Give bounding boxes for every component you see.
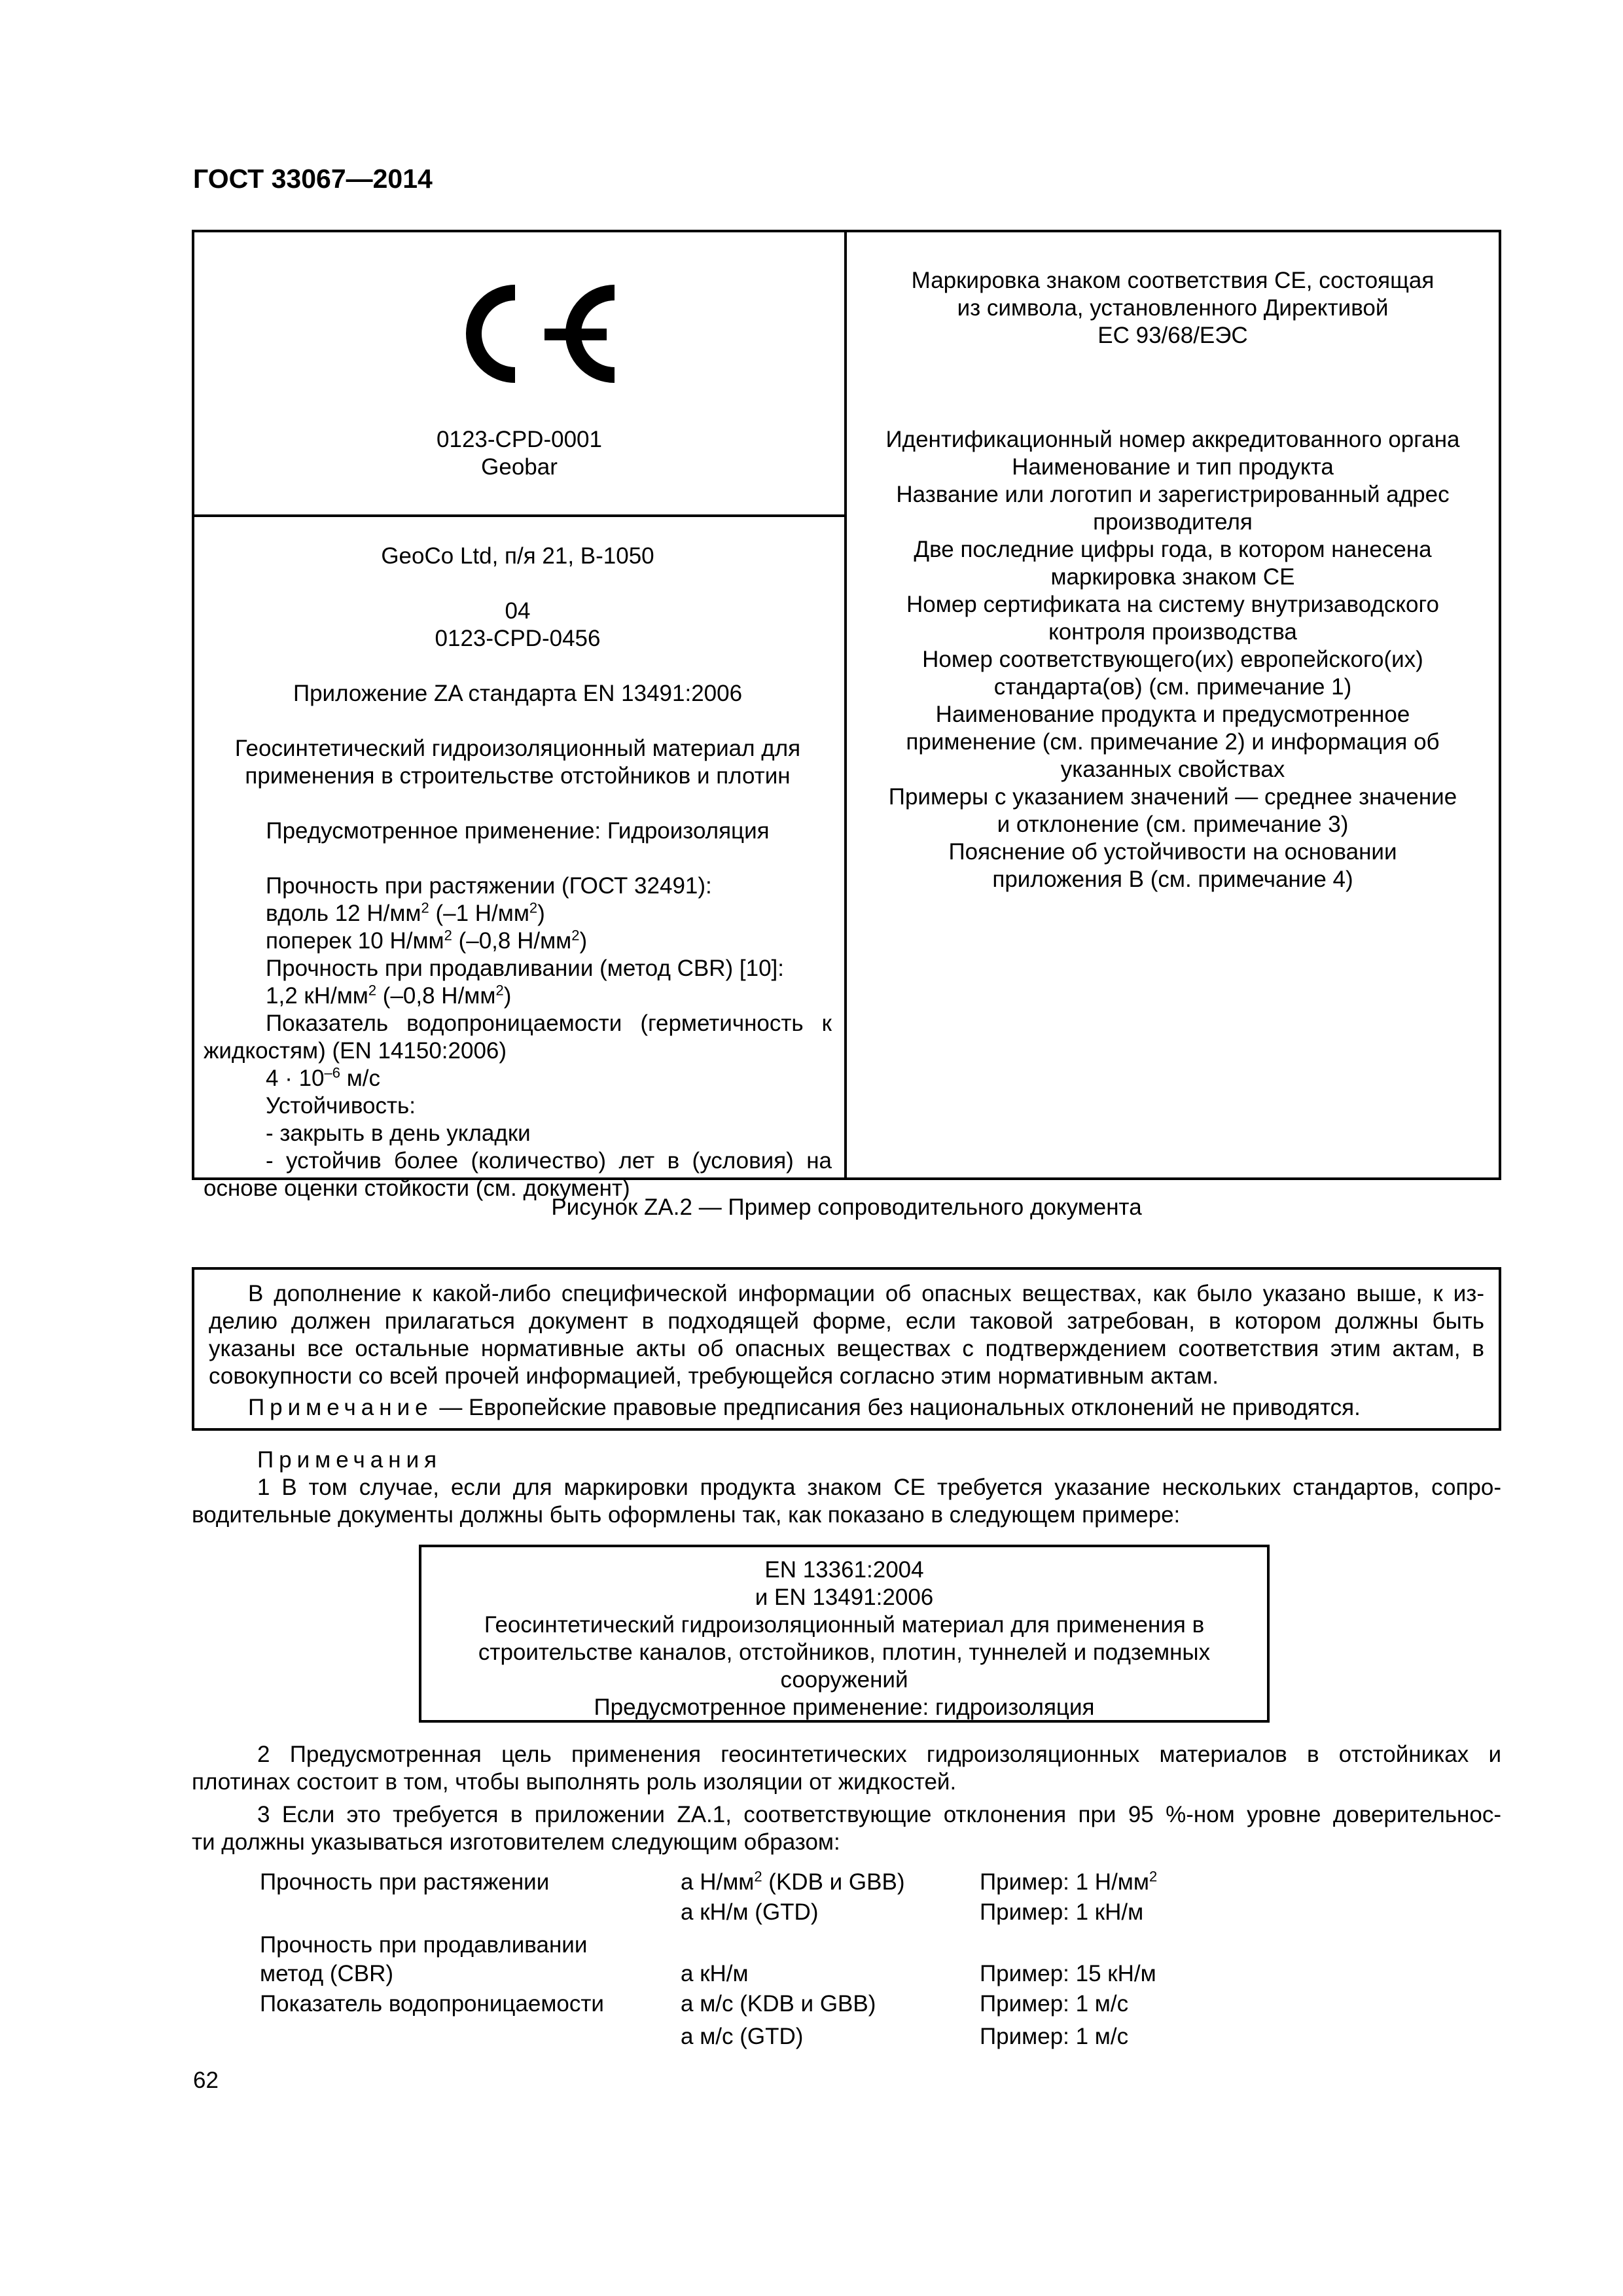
table-cell: a м/с (GTD) — [681, 2024, 804, 2049]
list-item: стандарта(ов) (см. примечание 1) — [993, 674, 1352, 700]
table-cell: Пример: 1 м/с — [980, 2024, 1129, 2049]
table-cell: Прочность при растяжении — [260, 1869, 550, 1895]
list-item: и отклонение (см. примечание 3) — [997, 812, 1349, 837]
description-line: из символа, установленного Директивой — [957, 295, 1389, 321]
multi-standard-example-box — [419, 1545, 1270, 1723]
list-item: Две последние цифры года, в котором нанесена — [914, 537, 1432, 562]
intended-use: Предусмотренное применение: Гидроизоляция — [266, 818, 770, 844]
notes-continued — [192, 1741, 1501, 1856]
tensile-strength-heading: Прочность при растяжении (ГОСТ 32491): — [266, 873, 712, 899]
table-cell: метод (CBR) — [260, 1961, 394, 1986]
note-3-line: 3 Если это требуется в приложении ZA.1, соответствующие отклонения при 95 %-ном уровне доверительнос- — [257, 1802, 1501, 1827]
product-description-line: применения в строительстве отстойников и плотин — [245, 763, 791, 789]
list-item: контроля производства — [1048, 619, 1297, 645]
list-item: Пояснение об устойчивости на основании — [948, 839, 1397, 865]
list-item: Наименование и тип продукта — [1012, 454, 1334, 480]
table-cell: Пример: 1 $Н/мм^2$ — [980, 1868, 1158, 1895]
notes-heading: Примечания — [257, 1447, 442, 1473]
figure-caption: Рисунок ZA.2 — Пример сопроводительного документа — [551, 1194, 1142, 1220]
table-cell: a кН/м — [681, 1961, 749, 1986]
example-line: и EN 13491:2006 — [755, 1585, 934, 1610]
ce-marking-description — [847, 267, 1499, 350]
description-line: ЕС 93/68/ЕЭС — [1097, 323, 1248, 348]
box-text-line: делию должен прилагаться документ в подходящей форме, если таковой затребован, в котором должны быть — [209, 1308, 1484, 1334]
notified-body-number: 0123-CPD-0001 — [437, 427, 602, 452]
notes-section — [192, 1446, 1501, 1529]
note-2-line: плотинах состоит в том, чтобы выполнять роль изоляции от жидкостей. — [192, 1769, 957, 1795]
box-note — [209, 1394, 1484, 1422]
certificate-number: 0123-CPD-0456 — [435, 626, 601, 651]
table-cell: a м/с (KDB и GBB) — [681, 1991, 876, 2017]
table-cell: Пример: 1 кН/м — [980, 1899, 1144, 1925]
product-info-block — [204, 543, 832, 1202]
manufacturer-address: GeoCo Ltd, п/я 21, B-1050 — [381, 543, 654, 569]
example-line: Геосинтетический гидроизоляционный материал для применения в — [484, 1612, 1205, 1638]
example-line: Предусмотренное применение: гидроизоляция — [594, 1695, 1095, 1720]
permeability-line: жидкостям) (EN 14150:2006) — [204, 1038, 507, 1064]
hazardous-substances-box — [192, 1267, 1501, 1431]
marking-year: 04 — [505, 598, 531, 624]
accompanying-document-figure — [192, 230, 1501, 1201]
tensile-across: поперек 10 $Н/мм^2$ (–0,8 $Н/мм^2$) — [266, 927, 588, 954]
list-item: Наименование продукта и предусмотренное — [935, 702, 1410, 727]
table-cell: a $Н/мм^2$ (KDB и GBB) — [681, 1868, 905, 1895]
list-item: Идентификационный номер аккредитованного органа — [885, 427, 1460, 452]
note-3-line: ти должны указываться изготовителем следующим образом: — [192, 1829, 840, 1855]
box-text-line: указаны все остальные нормативные акты об опасных веществах с подтверждением соответствия этим актам, в — [209, 1336, 1484, 1361]
list-item: Номер соответствующего(их) европейского(их) — [922, 647, 1423, 672]
list-item: применение (см. примечание 2) и информация об — [906, 729, 1440, 755]
note-1-line: водительные документы должны быть оформлены так, как показано в следующем примере: — [192, 1502, 1181, 1528]
note-2-line: 2 Предусмотренная цель применения геосинтетических гидроизоляционных материалов в отстойниках и — [257, 1742, 1501, 1767]
table-cell: Пример: 1 м/с — [980, 1991, 1129, 2017]
example-line: EN 13361:2004 — [764, 1557, 924, 1583]
note-text: — Европейские правовые предписания без национальных отклонений не приводятся. — [433, 1395, 1361, 1420]
list-item: приложения В (см. примечание 4) — [992, 867, 1353, 892]
page-number: 62 — [193, 2068, 219, 2093]
puncture-heading: Прочность при продавливании (метод CBR) [10]: — [266, 956, 784, 981]
table-cell: Показатель водопроницаемости — [260, 1991, 604, 2017]
deviation-table — [0, 1869, 1623, 2058]
permeability-value: $4 \cdot 10^{-6}$ м/с — [266, 1064, 380, 1091]
ce-mark-logo — [437, 278, 633, 389]
standard-reference: Приложение ZA стандарта EN 13491:2006 — [293, 681, 743, 706]
tensile-along: вдоль 12 $Н/мм^2$ (–1 $Н/мм^2$) — [266, 899, 545, 926]
row-divider — [194, 514, 847, 517]
note-1-line: 1 В том случае, если для маркировки продукта знаком СЕ требуется указание нескольких стандартов, сопро- — [257, 1475, 1501, 1500]
list-item: указанных свойствах — [1060, 757, 1285, 782]
puncture-value: 1,2 $кН/мм^2$ (–0,8 $Н/мм^2$) — [266, 982, 512, 1009]
durability-item: - закрыть в день укладки — [266, 1121, 531, 1146]
table-cell: Прочность при продавливании — [260, 1932, 588, 1958]
list-item: маркировка знаком СЕ — [1050, 564, 1295, 590]
description-line: Маркировка знаком соответствия СЕ, состоящая — [911, 268, 1435, 293]
notified-body-ids — [194, 426, 844, 481]
box-text-line: совокупности со всей прочей информацией, требующейся согласно этим нормативным актам. — [209, 1363, 1219, 1389]
list-item: Номер сертификата на систему внутризаводского — [906, 592, 1439, 617]
durability-item: основе оценки стойкости (см. документ) — [204, 1175, 630, 1201]
list-item: производителя — [1093, 509, 1253, 535]
durability-heading: Устойчивость: — [266, 1093, 416, 1119]
list-item: Название или логотип и зарегистрированный адрес — [896, 482, 1450, 507]
table-cell: a кН/м (GTD) — [681, 1899, 819, 1925]
example-line: сооружений — [780, 1667, 908, 1693]
list-item: Примеры с указанием значений — среднее значение — [888, 784, 1457, 810]
table-cell: Пример: 15 кН/м — [980, 1961, 1156, 1986]
example-line: строительстве каналов, отстойников, плотин, туннелей и подземных — [478, 1640, 1211, 1665]
note-label: Примечание — [248, 1395, 433, 1420]
permeability-line: Показатель водопроницаемости (герметичность к — [266, 1011, 832, 1036]
field-explanations-list — [847, 426, 1499, 893]
box-text-line: В дополнение к какой-либо специфической информации об опасных веществах, как было указано выше, к из- — [248, 1281, 1484, 1306]
durability-item: - устойчив более (количество) лет в (условия) на — [266, 1148, 832, 1174]
product-name: Geobar — [481, 454, 558, 480]
product-description-line: Геосинтетический гидроизоляционный материал для — [234, 736, 801, 761]
document-header: ГОСТ 33067—2014 — [193, 164, 433, 194]
